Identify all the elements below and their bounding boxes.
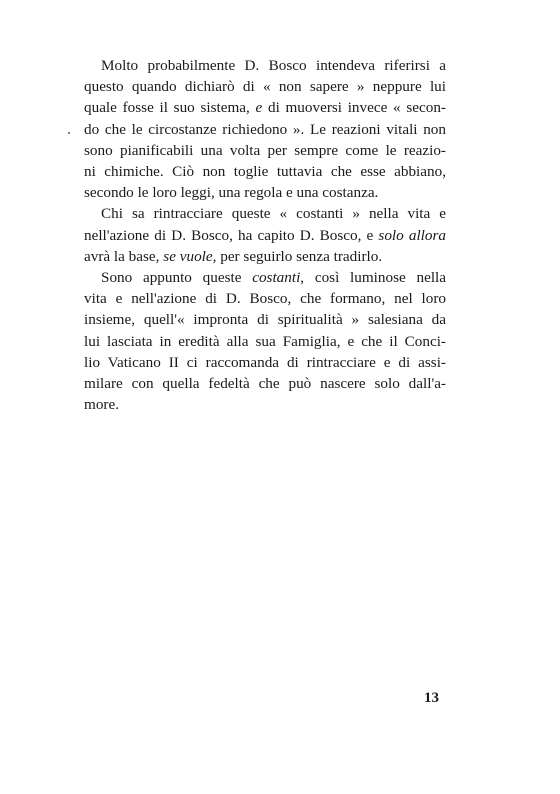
text-run: lui lasciata in eredità alla sua Famiglia, e che il Conci- [84, 332, 446, 350]
text-run: lio Vaticano II ci raccomanda di rintracciare e di assi- [84, 353, 446, 371]
text-line [84, 76, 446, 97]
text-line [84, 288, 446, 309]
text-run: milare con quella fedeltà che può nascere solo dall'a- [84, 375, 446, 393]
text-line [84, 373, 446, 394]
text-line [84, 55, 446, 76]
italic-text: se vuole [163, 247, 213, 265]
text-run: do che le circostanze richiedono ». Le reazioni vitali non [84, 120, 446, 138]
text-run: insieme, quell'« impronta di spiritualità » salesiana da [84, 311, 446, 329]
page-number: 13 [424, 690, 439, 706]
paragraph [84, 203, 446, 267]
text-line [84, 119, 446, 140]
text-run: Sono appunto queste [101, 269, 253, 287]
text-line [84, 394, 446, 415]
text-line [84, 182, 446, 203]
text-run: questo quando dichiarò di « non sapere » neppure lui [84, 78, 446, 96]
text-run: Chi sa rintracciare queste « costanti » nella vita e [101, 205, 446, 223]
text-line [84, 161, 446, 182]
text-run: more. [84, 396, 120, 414]
text-run: sono pianificabili una volta per sempre come le reazio- [84, 141, 446, 159]
text-run: , così luminose nella [300, 269, 446, 287]
text-run: Molto probabilmente D. Bosco intendeva riferirsi a [101, 57, 446, 74]
paragraph [84, 267, 446, 415]
italic-text: solo allora [378, 226, 447, 244]
text-line [84, 331, 446, 352]
print-speck [68, 132, 70, 134]
text-run: , per seguirlo senza tradirlo. [212, 247, 383, 265]
text-run: avrà la base, [84, 247, 164, 265]
text-line [84, 203, 446, 224]
text-run: ni chimiche. Ciò non toglie tuttavia che esse abbiano, [84, 163, 446, 181]
text-run: di muoversi invece « secon- [262, 99, 446, 117]
text-run: quale fosse il suo sistema, [84, 99, 256, 117]
text-line [84, 97, 446, 118]
text-line [84, 352, 446, 373]
text-line [84, 140, 446, 161]
italic-text: e [255, 99, 263, 117]
italic-text: costanti [252, 269, 301, 287]
text-line [84, 225, 446, 246]
body-text [84, 55, 446, 415]
text-line [84, 267, 446, 288]
text-run: secondo le loro leggi, una regola e una costanza. [84, 184, 379, 202]
paragraph [84, 55, 446, 203]
text-run: vita e nell'azione di D. Bosco, che formano, nel loro [84, 290, 446, 308]
text-line [84, 309, 446, 330]
text-run: nell'azione di D. Bosco, ha capito D. Bosco, e [84, 226, 379, 244]
text-line [84, 246, 446, 267]
